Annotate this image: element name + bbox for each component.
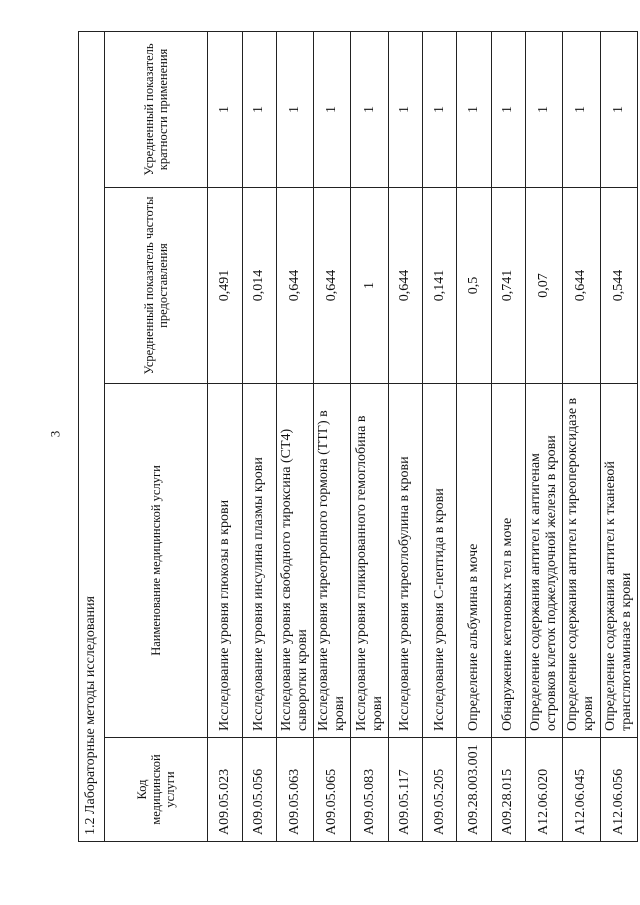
cell-multiplicity: 1 [491,31,525,187]
cell-multiplicity: 1 [600,31,637,187]
cell-code: A09.05.056 [242,738,276,842]
table-row [208,31,242,841]
cell-frequency: 0,014 [242,188,276,384]
header-multiplicity: Усредненный показатель кратности применения [104,31,207,187]
cell-frequency: 0,5 [457,188,491,384]
cell-multiplicity: 1 [276,31,313,187]
table-header [104,31,207,841]
cell-code: A12.06.020 [525,738,562,842]
cell-name: Исследование уровня глюкозы в крови [208,384,242,738]
table-row [563,31,600,841]
cell-code: A09.05.205 [423,738,457,842]
rotated-table-container [78,32,638,842]
cell-name: Исследование уровня инсулина плазмы крови [242,384,276,738]
cell-multiplicity: 1 [525,31,562,187]
cell-name: Исследование уровня С-пептида в крови [423,384,457,738]
cell-frequency: 0,07 [525,188,562,384]
cell-name: Исследование уровня гликированного гемоглобина в крови [351,384,388,738]
cell-multiplicity: 1 [242,31,276,187]
table-row [600,31,637,841]
cell-multiplicity: 1 [351,31,388,187]
table-row [351,31,388,841]
table-row [525,31,562,841]
cell-name: Исследование уровня тиреотропного гормона (ТТГ) в крови [314,384,351,738]
table-row [388,31,422,841]
cell-name: Определение содержания антител к антигенам островков клеток поджелудочной железы в крови [525,384,562,738]
cell-code: A09.28.003.001 [457,738,491,842]
table-row [242,31,276,841]
header-frequency: Усредненный показатель частоты предоставления [104,188,207,384]
cell-code: A09.05.117 [388,738,422,842]
services-table [78,31,638,842]
page-number: 3 [47,430,63,438]
cell-multiplicity: 1 [208,31,242,187]
table-row [276,31,313,841]
cell-frequency: 0,644 [563,188,600,384]
cell-frequency: 0,741 [491,188,525,384]
cell-frequency: 1 [351,188,388,384]
cell-multiplicity: 1 [457,31,491,187]
cell-name: Определение содержания антител к тиреопероксидазе в крови [563,384,600,738]
cell-frequency: 0,141 [423,188,457,384]
cell-name: Исследование уровня свободного тироксина (СТ4) сыворотки крови [276,384,313,738]
header-name: Наименование медицинской услуги [104,384,207,738]
table-row [423,31,457,841]
cell-code: A12.06.056 [600,738,637,842]
cell-multiplicity: 1 [423,31,457,187]
cell-name: Исследование уровня тиреоглобулина в крови [388,384,422,738]
cell-code: A09.05.083 [351,738,388,842]
cell-code: A09.05.065 [314,738,351,842]
cell-frequency: 0,644 [314,188,351,384]
cell-code: A09.05.023 [208,738,242,842]
table-row [491,31,525,841]
cell-frequency: 0,544 [600,188,637,384]
cell-code: A09.28.015 [491,738,525,842]
cell-name: Обнаружение кетоновых тел в моче [491,384,525,738]
cell-frequency: 0,491 [208,188,242,384]
cell-frequency: 0,644 [276,188,313,384]
table-row [314,31,351,841]
cell-name: Определение альбумина в моче [457,384,491,738]
table-row [457,31,491,841]
header-code: Код медицинской услуги [104,738,207,842]
cell-code: A12.06.045 [563,738,600,842]
cell-multiplicity: 1 [388,31,422,187]
cell-multiplicity: 1 [314,31,351,187]
cell-code: A09.05.063 [276,738,313,842]
cell-multiplicity: 1 [563,31,600,187]
cell-frequency: 0,644 [388,188,422,384]
section-title: 1.2 Лабораторные методы исследования [79,31,105,841]
cell-name: Определение содержания антител к тканевой трансглютаминазе в крови [600,384,637,738]
